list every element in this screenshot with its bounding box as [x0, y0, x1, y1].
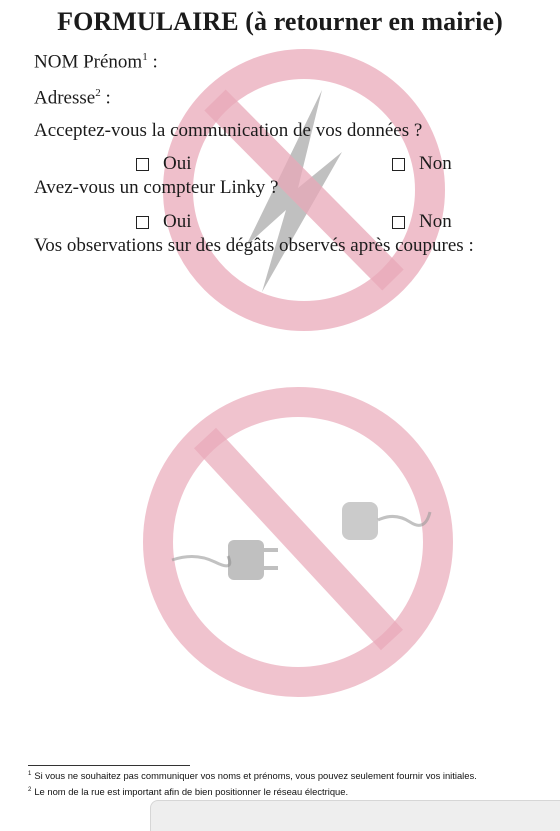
footnote-1-number: 1 [28, 770, 32, 777]
footnote-1-text: Si vous ne souhaitez pas communiquer vos noms et prénoms, vous pouvez seulement fournir vos initiales. [34, 770, 477, 781]
consent-no-checkbox[interactable] [392, 158, 405, 171]
footnote-1 [28, 770, 477, 781]
linky-no-label: Non [419, 211, 452, 232]
name-suffix: : [147, 51, 158, 73]
address-label: Adresse [34, 87, 96, 109]
linky-no-checkbox[interactable] [392, 216, 405, 229]
linky-yes-option[interactable] [136, 211, 192, 233]
footnote-divider [28, 765, 190, 766]
consent-yes-option[interactable] [136, 153, 192, 175]
footnote-ref-2: 2 [95, 87, 101, 99]
form-title: FORMULAIRE (à retourner en mairie) [57, 7, 503, 36]
name-line [34, 51, 158, 73]
linky-no-option[interactable] [392, 211, 452, 233]
question-observations: Vos observations sur des dégâts observés après coupures : [34, 235, 474, 256]
footnote-2 [28, 786, 348, 797]
consent-no-label: Non [419, 153, 452, 174]
page-edge-overlay [150, 800, 560, 831]
linky-yes-checkbox[interactable] [136, 216, 149, 229]
footnote-ref-1: 1 [142, 51, 148, 63]
address-suffix: : [100, 87, 111, 109]
linky-yes-label: Oui [163, 211, 192, 232]
question-linky-meter: Avez-vous un compteur Linky ? [34, 177, 279, 198]
question-data-consent: Acceptez-vous la communication de vos données ? [34, 120, 423, 141]
address-line [34, 87, 111, 109]
consent-yes-label: Oui [163, 153, 192, 174]
footnote-2-number: 2 [28, 786, 32, 793]
footnote-2-text: Le nom de la rue est important afin de bien positionner le réseau électrique. [34, 786, 349, 797]
consent-no-option[interactable] [392, 153, 452, 175]
consent-yes-checkbox[interactable] [136, 158, 149, 171]
name-label: NOM Prénom [34, 51, 143, 73]
